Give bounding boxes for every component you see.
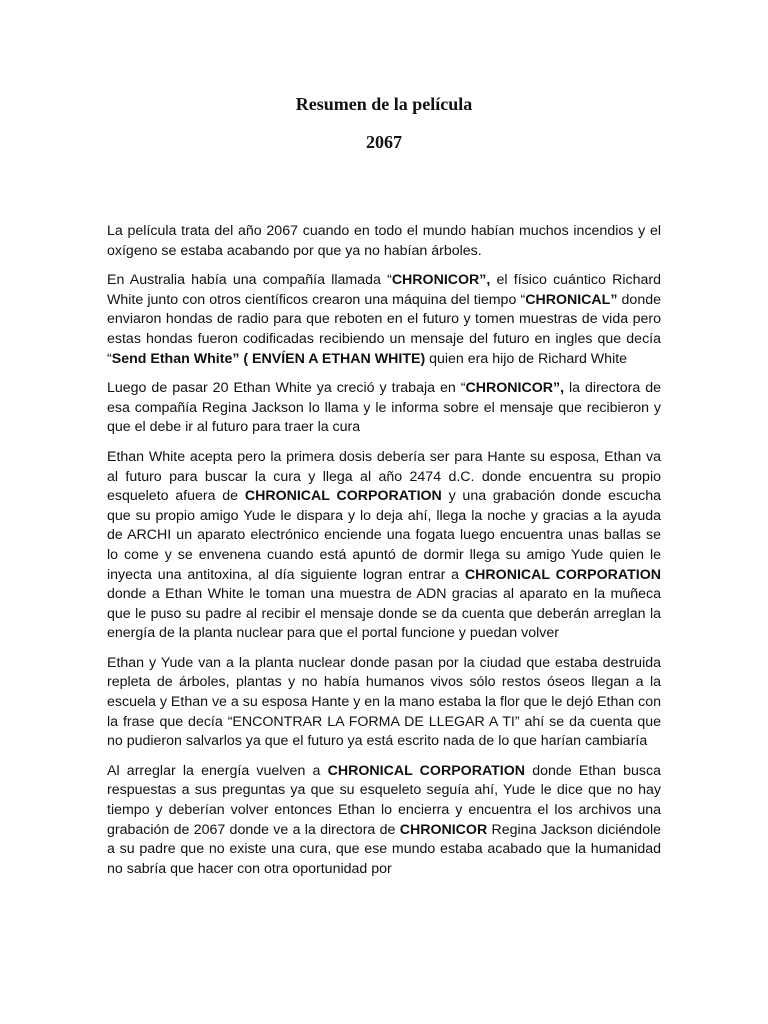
text-run: y una grabación donde escucha que su propio amigo Yude le dispara y lo deja ahí, llega la noche y gracias a la ayuda de ARCHI un aparato electrónico enciende una fogata luego encuentra unas ballas se lo come y se envenena cuando está apuntó de dormir llega su amigo Yude quien le inyecta una antitoxina, al día siguiente logran entrar a xyxy=(107,488,661,583)
text-run: donde Ethan busca respuestas a sus preguntas ya que su esqueleto seguía ahí, Yude le dice que no hay tiempo y deberían volver entonces Ethan lo encierra y encuentra el los archivos una grabación de 2067 donde ve a la directora de xyxy=(107,762,662,838)
text-run: Luego de pasar 20 Ethan White ya creció y trabaja en “ xyxy=(107,380,466,397)
text-run: En Australia había una compañía llamada “ xyxy=(107,272,392,289)
text-run: Al arreglar la energía vuelven a xyxy=(107,762,328,779)
bold-text: CHRONICOR”, xyxy=(465,380,565,397)
document-subtitle: 2067 xyxy=(366,132,402,152)
text-run: La película trata del año 2067 cuando en todo el mundo habían muchos incendios y el oxígeno se estaba acabando por que ya no habían árboles. xyxy=(107,223,661,259)
paragraph xyxy=(107,379,661,438)
bold-text: Send Ethan White” ( ENVÍEN A ETHAN WHITE) xyxy=(111,350,426,367)
bold-text: CHRONICAL CORPORATION xyxy=(327,762,526,779)
text-run: el físico cuántico Richard White junto con otros científicos crearon una máquina del tiempo “ xyxy=(107,272,661,308)
document-title: Resumen de la película xyxy=(295,94,473,114)
paragraph xyxy=(107,654,661,752)
paragraph xyxy=(107,271,661,369)
bold-text: CHRONICAL CORPORATION xyxy=(244,488,442,505)
paragraph xyxy=(107,448,661,644)
paragraph xyxy=(107,222,661,261)
bold-text: CHRONICAL” xyxy=(525,291,618,308)
text-run: Regina Jackson diciéndole a su padre que no existe una cura, que ese mundo estaba acabado que la humanidad no sabría que hacer con otra oportunidad por xyxy=(107,821,661,877)
text-run: quien era hijo de Richard White xyxy=(425,350,628,367)
document-body xyxy=(107,222,661,889)
bold-text: CHRONICOR xyxy=(399,821,488,838)
text-run: Ethan y Yude van a la planta nuclear donde pasan por la ciudad que estaba destruida repleta de árboles, plantas y no había humanos vivos sólo restos óseos llegan a la escuela y Ethan ve a su esposa Hante y en la mano estaba la flor que le dejó Ethan con la frase que decía “ENCONTRAR LA FORMA DE LLEGAR A TI” ahí se da cuenta que no pudieron salvarlos ya que el futuro ya está escrito nada de lo que harían cambiaría xyxy=(107,654,661,750)
text-run: donde enviaron hondas de radio para que reboten en el futuro y tomen muestras de vida pero estas hondas fueron codificadas recibiendo un mensaje del futuro en ingles que decía “ xyxy=(107,291,661,367)
bold-text: CHRONICAL CORPORATION xyxy=(464,566,661,583)
paragraph xyxy=(107,762,661,880)
text-run: la directora de esa compañía Regina Jackson lo llama y le informa sobre el mensaje que recibieron y que el debe ir al futuro para traer la cura xyxy=(107,380,661,436)
bold-text: CHRONICOR”, xyxy=(391,272,491,289)
text-run: donde a Ethan White le toman una muestra de ADN gracias al aparato en la muñeca que le puso su padre al recibir el mensaje donde se da cuenta que deberán arreglan la energía de la planta nuclear para que el portal funcione y puedan volver xyxy=(107,586,661,642)
text-run: Ethan White acepta pero la primera dosis debería ser para Hante su esposa, Ethan va al futuro para buscar la cura y llega al año 2474 d.C. donde encuentra su propio esqueleto afuera de xyxy=(107,448,661,505)
